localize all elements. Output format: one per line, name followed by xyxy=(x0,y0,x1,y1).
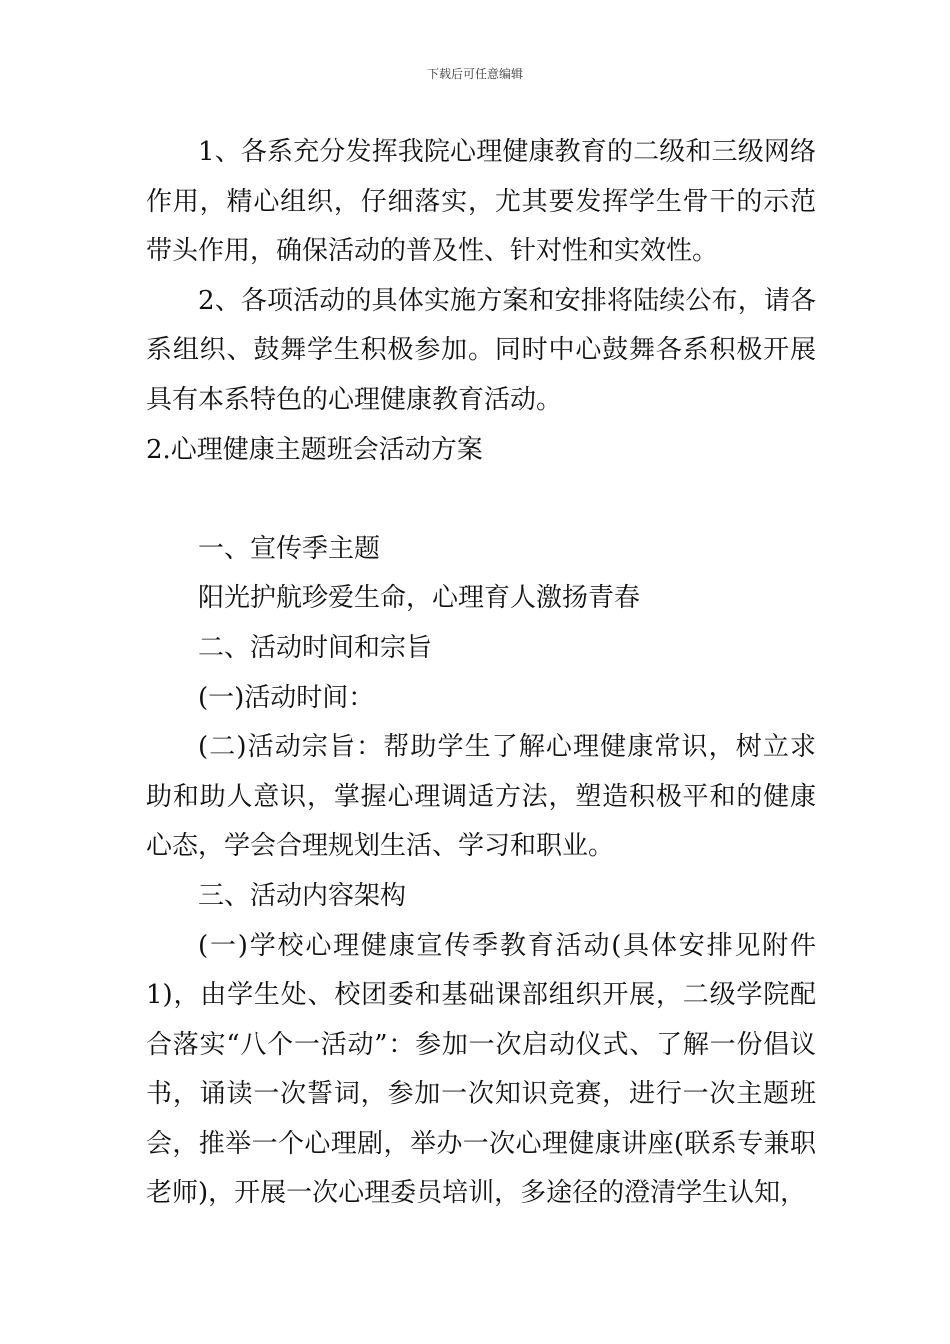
blank-line xyxy=(146,475,816,525)
paragraph-network-role: 1、各系充分发挥我院心理健康教育的二级和三级网络作用，精心组织，仔细落实，尤其要发挥学生骨干的示范带头作用，确保活动的普及性、针对性和实效性。 xyxy=(146,137,816,267)
section-title-class-meeting: 2.心理健康主题班会活动方案 xyxy=(146,434,483,465)
heading-theme: 一、宣传季主题 xyxy=(198,533,381,564)
heading-content-structure: 三、活动内容架构 xyxy=(198,880,407,911)
document-body xyxy=(146,128,816,1219)
paragraph-activity-purpose: (二)活动宗旨：帮助学生了解心理健康常识，树立求助和助人意识，掌握心理调适方法，塑造积极平和的健康心态，学会合理规划生活、学习和职业。 xyxy=(146,732,816,862)
paragraph-school-activities: (一)学校心理健康宣传季教育活动(具体安排见附件1)，由学生处、校团委和基础课部组织开展，二级学院配合落实“八个一活动”：参加一次启动仪式、了解一份倡议书，诵读一次誓词，参加一次知识竞赛，进行一次主题班会，推举一个心理剧，举办一次心理健康讲座(联系专兼职老师)，开展一次心理委员培训，多途径的澄清学生认知， xyxy=(146,930,816,1209)
paragraph-theme-slogan: 阳光护航珍爱生命，心理育人激扬青春 xyxy=(198,583,641,614)
heading-time-purpose: 二、活动时间和宗旨 xyxy=(198,632,433,663)
page-header-note: 下载后可任意编辑 xyxy=(426,67,523,81)
paragraph-activity-plan: 2、各项活动的具体实施方案和安排将陆续公布，请各系组织、鼓舞学生积极参加。同时中心鼓舞各系积极开展具有本系特色的心理健康教育活动。 xyxy=(146,285,816,415)
paragraph-activity-time: (一)活动时间： xyxy=(198,682,375,713)
